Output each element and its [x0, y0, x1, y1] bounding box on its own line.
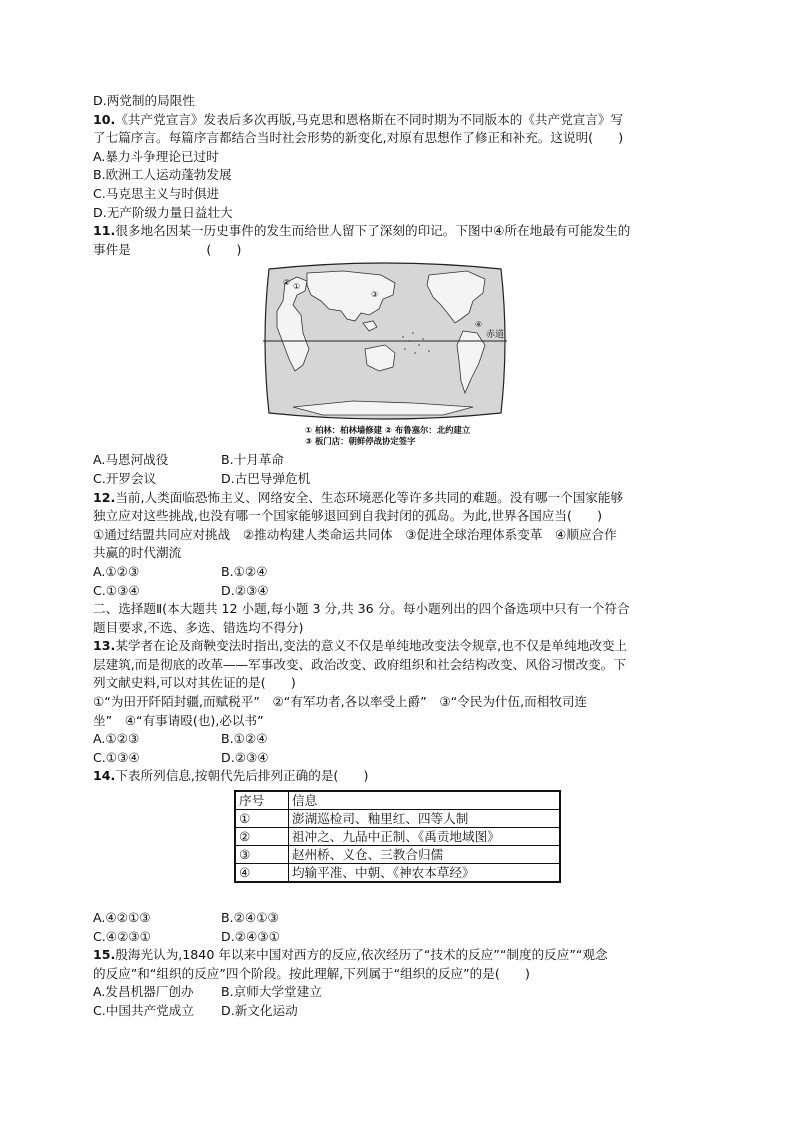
table-header-cell: 序号 — [235, 791, 289, 810]
q13-option-b: B.①②④ — [221, 731, 268, 747]
q13-number: 13. — [93, 638, 116, 654]
marker-3: ③ — [371, 290, 379, 300]
q12-stem-line2: 独立应对这些挑战,也没有哪一个国家能够退回到自我封闭的孤岛。为此,世界各国应当( ) — [93, 508, 602, 524]
q13-stem-line2: 层建筑,而是彻底的改革——军事改变、政治改变、政府组织和社会结构改变、风俗习惯改变。下 — [93, 656, 626, 672]
table-cell: 澎湖巡检司、釉里红、四等人制 — [289, 810, 561, 828]
q14-option-a: A.④②①③ — [93, 910, 151, 926]
q11-stem-line2: 事件是 ( ) — [93, 241, 242, 257]
q14-info-table — [234, 790, 561, 883]
table-cell: ① — [235, 810, 289, 828]
marker-1: ① — [293, 282, 301, 292]
q11-option-c: C.开罗会议 — [93, 470, 157, 486]
table-header-cell: 信息 — [289, 791, 561, 810]
world-map — [263, 261, 507, 447]
table-cell: 均输平准、中朝、《神农本草经》 — [289, 864, 561, 883]
q11-option-a: A.马恩河战役 — [93, 452, 169, 468]
equator-label: 赤道 — [485, 330, 504, 341]
q15-options-row2 — [93, 1002, 709, 1021]
q11-number: 11. — [93, 223, 116, 239]
q14-options-row2 — [93, 928, 709, 947]
q13-option-d: D.②③④ — [221, 749, 269, 765]
q11-stem-line1: 11.很多地名因某一历史事件的发生而给世人留下了深刻的印记。下图中④所在地最有可能发生的 — [93, 223, 631, 239]
q13-option-c: C.①③④ — [93, 749, 140, 765]
q10-option-a: A.暴力斗争理论已过时 — [93, 148, 219, 164]
q11-options-row2 — [93, 470, 709, 489]
q15-option-b: B.京师大学堂建立 — [221, 984, 322, 1000]
q10-option-c: C.马克思主义与时俱进 — [93, 185, 220, 201]
table-row — [235, 810, 560, 828]
q14-options-row1 — [93, 909, 709, 928]
q14-option-d: D.②④③① — [221, 928, 280, 944]
q11-option-d: D.古巴导弹危机 — [221, 470, 311, 486]
q15-number: 15. — [93, 947, 116, 963]
q12-option-b: B.①②④ — [221, 563, 268, 579]
q15-stem-line1: 15.殷海光认为,1840 年以来中国对西方的反应,依次经历了“技术的反应”“制度的反应”“观念 — [93, 947, 608, 963]
q15-options-row1 — [93, 983, 709, 1002]
q15-option-a: A.发昌机器厂创办 — [93, 984, 194, 1000]
table-cell: 祖冲之、九品中正制、《禹贡地域图》 — [289, 828, 561, 846]
q12-stem-line1: 12.当前,人类面临恐怖主义、网络安全、生态环境恶化等许多共同的难题。没有哪一个国家能够 — [93, 489, 624, 505]
marker-4: ④ — [475, 320, 483, 330]
q14-option-c: C.④②③① — [93, 928, 151, 944]
q12-number: 12. — [93, 489, 116, 505]
q13-stem-line1: 13.某学者在论及商鞅变法时指出,变法的意义不仅是单纯地改变法令规章,也不仅是单纯地改变上 — [93, 638, 628, 654]
table-header-row — [235, 791, 560, 810]
q15-option-c: C.中国共产党成立 — [93, 1003, 194, 1018]
section2-heading-line2: 题目要求,不选、多选、错选均不得分) — [93, 619, 304, 635]
q12-options-row2 — [93, 582, 709, 601]
q15-option-d: D.新文化运动 — [221, 1003, 298, 1018]
table-cell: 赵州桥、义仓、三教合归儒 — [289, 846, 561, 864]
section2-heading-line1: 二、选择题Ⅱ(本大题共 12 小题,每小题 3 分,共 36 分。每小题列出的四个备选项中只有一个符合 — [93, 601, 630, 617]
q11-option-b: B.十月革命 — [221, 452, 285, 468]
q12-option-a: A.①②③ — [93, 563, 140, 579]
q13-stem-line3: 列文献史料,可以对其佐证的是( ) — [93, 675, 296, 691]
q10-stem-line1: 10.《共产党宣言》发表后多次再版,马克思和恩格斯在不同时期为不同版本的《共产党宣言》写 — [93, 111, 624, 127]
table-cell: ③ — [235, 846, 289, 864]
q10-option-d: D.无产阶级力量日益壮大 — [93, 204, 233, 220]
map-legend-line1: ① 柏林：柏林墙修建 ② 布鲁塞尔：北约建立 — [305, 425, 471, 436]
q10-number: 10. — [93, 111, 116, 127]
q13-option-a: A.①②③ — [93, 731, 140, 747]
q11-options-row1 — [93, 451, 709, 470]
q14-number: 14. — [93, 768, 116, 784]
table-spacer — [93, 883, 709, 909]
table-cell: ② — [235, 828, 289, 846]
q13-options-row1 — [93, 730, 709, 749]
exam-page — [93, 92, 709, 1021]
table-row — [235, 828, 560, 846]
q13-options-row2 — [93, 749, 709, 768]
q10-stem-line2: 了七篇序言。每篇序言都结合当时社会形势的新变化,对原有思想作了修正和补充。这说明( ) — [93, 130, 624, 146]
marker-2: ② — [283, 278, 291, 288]
q9-option-d: D.两党制的局限性 — [93, 93, 195, 108]
q12-items-line1: ①通过结盟共同应对挑战 ②推动构建人类命运共同体 ③促进全球治理体系变革 ④顺应合作 — [93, 526, 617, 542]
world-map-figure — [263, 261, 507, 447]
q14-option-b: B.②④①③ — [221, 910, 279, 926]
q10-option-b: B.欧洲工人运动蓬勃发展 — [93, 167, 232, 183]
table-row — [235, 846, 560, 864]
q12-options-row1 — [93, 563, 709, 582]
q12-items-line2: 共赢的时代潮流 — [93, 545, 182, 561]
table-row — [235, 864, 560, 883]
q13-items-line2: 坐” ④“有事请殴(也),必以书” — [93, 712, 264, 728]
map-legend-line2: ③ 板门店：朝鲜停战协定签字 — [305, 436, 416, 447]
table-cell: ④ — [235, 864, 289, 883]
q12-option-d: D.②③④ — [221, 582, 269, 598]
q12-option-c: C.①③④ — [93, 582, 140, 598]
q15-stem-line2: 的反应”和“组织的反应”四个阶段。按此理解,下列属于“组织的反应”的是( ) — [93, 965, 530, 981]
q13-items-line1: ①“为田开阡陌封疆,而赋税平” ②“有军功者,各以率受上爵” ③“令民为什伍,而相牧司连 — [93, 694, 588, 710]
q14-stem: 14.下表所列信息,按朝代先后排列正确的是( ) — [93, 768, 369, 784]
